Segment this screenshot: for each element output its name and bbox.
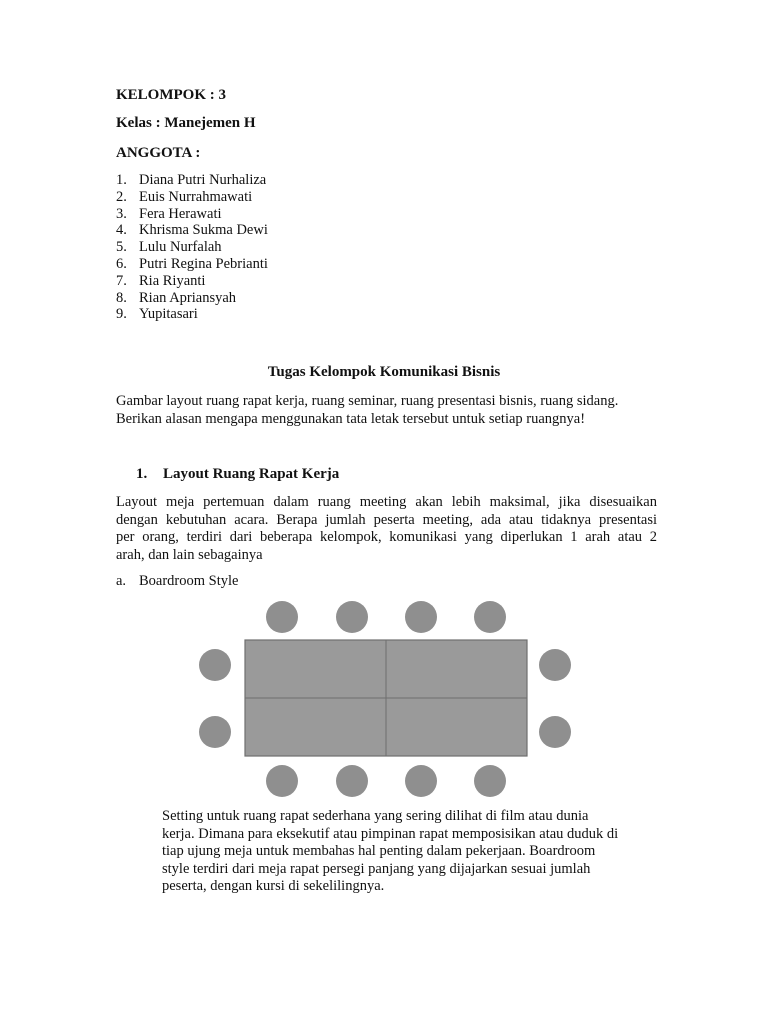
member-name: Diana Putri Nurhaliza [139,172,267,188]
chair-left [199,649,231,681]
boardroom-description [162,808,662,896]
task-intro-line: Gambar layout ruang rapat kerja, ruang seminar, ruang presentasi bisnis, ruang sidang. [116,393,619,409]
member-name: Rian Apriansyah [139,289,237,306]
paragraph-line: arah, dan lain sebagainya [116,546,263,563]
list-number: 3. [116,205,127,222]
chair-bottom [336,765,368,797]
chair-right [539,716,571,748]
member-name: Fera Herawati [139,205,222,222]
description-line: kerja. Dimana para eksekutif atau pimpinan rapat memposisikan atau duduk di [162,825,619,842]
list-number: 9. [116,306,127,323]
chair-top [266,601,298,633]
member-name: Yupitasari [139,306,198,323]
section-number: 1. [136,466,148,482]
list-number: 1. [116,172,127,188]
task-title: Tugas Kelompok Komunikasi Bisnis [267,364,501,380]
chair-bottom [266,765,298,797]
list-number: 6. [116,255,127,272]
paragraph-line: dengan kebutuhan acara. Berapa jumlah peserta meeting, ada atau tidaknya presentasi [116,511,657,528]
member-name: Putri Regina Pebrianti [139,255,268,272]
group-number: KELOMPOK : 3 [116,87,226,103]
chair-top [336,601,368,633]
list-number: 4. [116,222,127,239]
class-name: Kelas : Manejemen H [116,115,256,131]
subsection-title: Boardroom Style [139,573,239,589]
list-number: 5. [116,239,127,256]
description-line: Setting untuk ruang rapat sederhana yang sering dilihat di film atau dunia [162,808,589,824]
member-name: Khrisma Sukma Dewi [139,222,268,239]
member-name: Ria Riyanti [139,272,206,289]
members-heading: ANGGOTA : [116,145,201,161]
chair-top [405,601,437,633]
chair-top [474,601,506,633]
paragraph-line: Layout meja pertemuan dalam ruang meeting akan lebih maksimal, jika disesuaikan [116,494,657,510]
section-title: Layout Ruang Rapat Kerja [163,466,340,482]
task-intro-line: Berikan alasan mengapa menggunakan tata letak tersebut untuk setiap ruangnya! [116,410,586,427]
list-number: 2. [116,188,127,205]
paragraph-line: per orang, terdiri dari beberapa kelompok, komunikasi yang diperlukan 1 arah atau 2 [116,529,657,545]
description-line: tiap ujung meja untuk membahas hal penting dalam pekerjaan. Boardroom [162,843,596,859]
chair-left [199,716,231,748]
description-line: style terdiri dari meja rapat persegi panjang yang dijajarkan sesuai jumlah [162,860,591,877]
list-number: 8. [116,289,127,306]
chair-bottom [405,765,437,797]
subsection-letter: a. [116,573,127,589]
chair-bottom [474,765,506,797]
member-name: Lulu Nurfalah [139,239,222,256]
member-name: Euis Nurrahmawati [139,188,253,205]
description-line: peserta, dengan kursi di sekelilingnya. [162,878,385,894]
chair-right [539,649,571,681]
list-number: 7. [116,272,127,289]
diagram-layer [199,601,571,797]
